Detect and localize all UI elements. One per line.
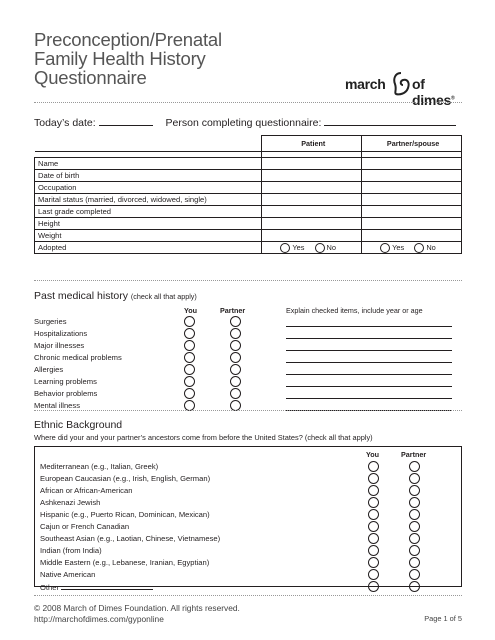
col-header-partner: Partner <box>401 450 427 459</box>
partner-checkbox[interactable] <box>409 497 420 508</box>
you-checkbox[interactable] <box>368 557 379 568</box>
partner-name-cell[interactable] <box>362 158 462 170</box>
divider <box>34 410 462 411</box>
list-item: European Caucasian (e.g., Irish, English, German) <box>35 473 461 485</box>
patient-grade-cell[interactable] <box>262 206 362 218</box>
patient-dob-cell[interactable] <box>262 170 362 182</box>
list-item: Cajun or French Canadian <box>35 521 461 533</box>
past-medical-note: (check all that apply) <box>130 292 197 301</box>
you-checkbox[interactable] <box>184 340 195 351</box>
table-row <box>35 182 462 194</box>
partner-checkbox[interactable] <box>409 533 420 544</box>
header-fields <box>34 116 462 129</box>
list-item: Indian (from India) <box>35 545 461 557</box>
copyright: © 2008 March of Dimes Foundation. All rights reserved. <box>34 603 240 613</box>
explain-field[interactable] <box>286 350 452 351</box>
you-checkbox[interactable] <box>184 328 195 339</box>
partner-checkbox[interactable] <box>409 509 420 520</box>
mother-baby-logo-icon <box>390 70 412 96</box>
you-checkbox[interactable] <box>368 473 379 484</box>
patient-height-cell[interactable] <box>262 218 362 230</box>
you-checkbox[interactable] <box>184 352 195 363</box>
partner-checkbox[interactable] <box>409 473 420 484</box>
partner-checkbox[interactable] <box>230 388 241 399</box>
you-checkbox[interactable] <box>368 545 379 556</box>
list-item: Learning problems <box>34 376 462 388</box>
row-label: Last grade completed <box>35 206 262 218</box>
footer-url[interactable]: http://marchofdimes.com/gyponline <box>34 614 164 624</box>
list-item: Mediterranean (e.g., Italian, Greek) <box>35 461 461 473</box>
you-checkbox[interactable] <box>184 388 195 399</box>
row-label: Date of birth <box>35 170 262 182</box>
title-line-1: Preconception/Prenatal <box>34 29 222 50</box>
table-row <box>35 218 462 230</box>
patient-adopted-cell <box>262 242 362 254</box>
you-checkbox[interactable] <box>368 521 379 532</box>
yes-label: Yes <box>392 243 405 252</box>
page-number: Page 1 of 5 <box>424 614 462 623</box>
col-header-you: You <box>366 450 380 459</box>
partner-checkbox[interactable] <box>230 340 241 351</box>
you-checkbox[interactable] <box>184 376 195 387</box>
you-checkbox[interactable] <box>368 581 379 592</box>
todays-date-label: Today’s date: <box>34 117 96 129</box>
you-checkbox[interactable] <box>368 509 379 520</box>
list-item: Behavior problems <box>34 388 462 400</box>
you-checkbox[interactable] <box>184 364 195 375</box>
row-label: Name <box>35 158 262 170</box>
partner-checkbox[interactable] <box>230 364 241 375</box>
partner-grade-cell[interactable] <box>362 206 462 218</box>
yes-label: Yes <box>292 243 305 252</box>
ethnic-background-box <box>34 446 462 592</box>
row-label: Height <box>35 218 262 230</box>
list-item: Hispanic (e.g., Puerto Rican, Dominican, Mexican) <box>35 509 461 521</box>
row-label: Occupation <box>35 182 262 194</box>
patient-marital-cell[interactable] <box>262 194 362 206</box>
ethnic-background-heading: Ethnic Background <box>34 419 123 431</box>
partner-checkbox[interactable] <box>409 545 420 556</box>
partner-checkbox[interactable] <box>409 569 420 580</box>
list-item: Middle Eastern (e.g., Lebanese, Iranian, Egyptian) <box>35 557 461 569</box>
table-row <box>35 170 462 182</box>
table-row <box>35 194 462 206</box>
col-header-partner: Partner <box>220 306 246 315</box>
list-item: Mental illness <box>34 400 462 412</box>
col-header-explain: Explain checked items, include year or age <box>286 306 423 315</box>
partner-adopted-no-radio[interactable] <box>414 243 424 253</box>
past-medical-heading: Past medical history (check all that apply) <box>34 290 197 302</box>
partner-checkbox[interactable] <box>230 328 241 339</box>
patient-name-cell[interactable] <box>262 158 362 170</box>
list-item: Ashkenazi Jewish <box>35 497 461 509</box>
list-item: African or African-American <box>35 485 461 497</box>
partner-occupation-cell[interactable] <box>362 182 462 194</box>
list-item: Allergies <box>34 364 462 376</box>
table-row <box>35 230 462 242</box>
partner-weight-cell[interactable] <box>362 230 462 242</box>
explain-field[interactable] <box>286 326 452 327</box>
patient-adopted-no-radio[interactable] <box>315 243 325 253</box>
list-item: Chronic medical problems <box>34 352 462 364</box>
partner-adopted-cell <box>362 242 462 254</box>
partner-checkbox[interactable] <box>230 376 241 387</box>
page-title <box>34 30 334 87</box>
list-item: Native American <box>35 569 461 581</box>
you-checkbox[interactable] <box>368 569 379 580</box>
logo-text-march: march <box>345 76 386 92</box>
you-checkbox[interactable] <box>368 497 379 508</box>
logo-text-of-dimes: of dimes® <box>412 76 455 108</box>
title-line-3: Questionnaire <box>34 67 147 88</box>
no-label: No <box>426 243 436 252</box>
you-checkbox[interactable] <box>368 485 379 496</box>
explain-field[interactable] <box>286 386 452 387</box>
partner-checkbox[interactable] <box>230 316 241 327</box>
other-specify-field[interactable] <box>61 582 153 590</box>
partner-checkbox[interactable] <box>409 461 420 472</box>
you-checkbox[interactable] <box>368 533 379 544</box>
divider <box>34 595 462 596</box>
list-item: Other <box>35 581 461 593</box>
patient-adopted-yes-radio[interactable] <box>280 243 290 253</box>
partner-marital-cell[interactable] <box>362 194 462 206</box>
partner-checkbox[interactable] <box>409 581 420 592</box>
row-label: Marital status (married, divorced, widowed, single) <box>35 194 262 206</box>
divider <box>34 102 462 103</box>
todays-date-field[interactable] <box>99 116 153 126</box>
personal-info-table <box>34 135 462 254</box>
row-label: Weight <box>35 230 262 242</box>
col-header-you: You <box>184 306 198 315</box>
title-line-2: Family Health History <box>34 48 206 69</box>
explain-field[interactable] <box>286 362 452 363</box>
you-checkbox[interactable] <box>184 316 195 327</box>
patient-occupation-cell[interactable] <box>262 182 362 194</box>
no-label: No <box>326 243 336 252</box>
col-header-patient: Patient <box>262 136 362 152</box>
list-item: Southeast Asian (e.g., Laotian, Chinese, Vietnamese) <box>35 533 461 545</box>
partner-height-cell[interactable] <box>362 218 462 230</box>
explain-field[interactable] <box>286 338 452 339</box>
divider <box>34 280 462 281</box>
partner-checkbox[interactable] <box>409 485 420 496</box>
col-header-partner: Partner/spouse <box>362 136 462 152</box>
patient-weight-cell[interactable] <box>262 230 362 242</box>
table-row <box>35 242 462 254</box>
person-completing-field[interactable] <box>324 116 456 126</box>
table-row <box>35 158 462 170</box>
table-row <box>35 206 462 218</box>
person-completing-label: Person completing questionnaire: <box>165 117 322 129</box>
partner-checkbox[interactable] <box>230 352 241 363</box>
list-item: Hospitalizations <box>34 328 462 340</box>
march-of-dimes-logo <box>345 70 465 108</box>
you-checkbox[interactable] <box>368 461 379 472</box>
partner-checkbox[interactable] <box>409 557 420 568</box>
explain-field[interactable] <box>286 398 452 399</box>
ethnic-question: Where did your and your partner’s ancestors come from before the United States? (check all that apply) <box>34 433 373 442</box>
partner-adopted-yes-radio[interactable] <box>380 243 390 253</box>
list-item: Major illnesses <box>34 340 462 352</box>
list-item: Surgeries <box>34 316 462 328</box>
partner-checkbox[interactable] <box>409 521 420 532</box>
partner-dob-cell[interactable] <box>362 170 462 182</box>
explain-field[interactable] <box>286 374 452 375</box>
row-label: Adopted <box>35 242 262 254</box>
